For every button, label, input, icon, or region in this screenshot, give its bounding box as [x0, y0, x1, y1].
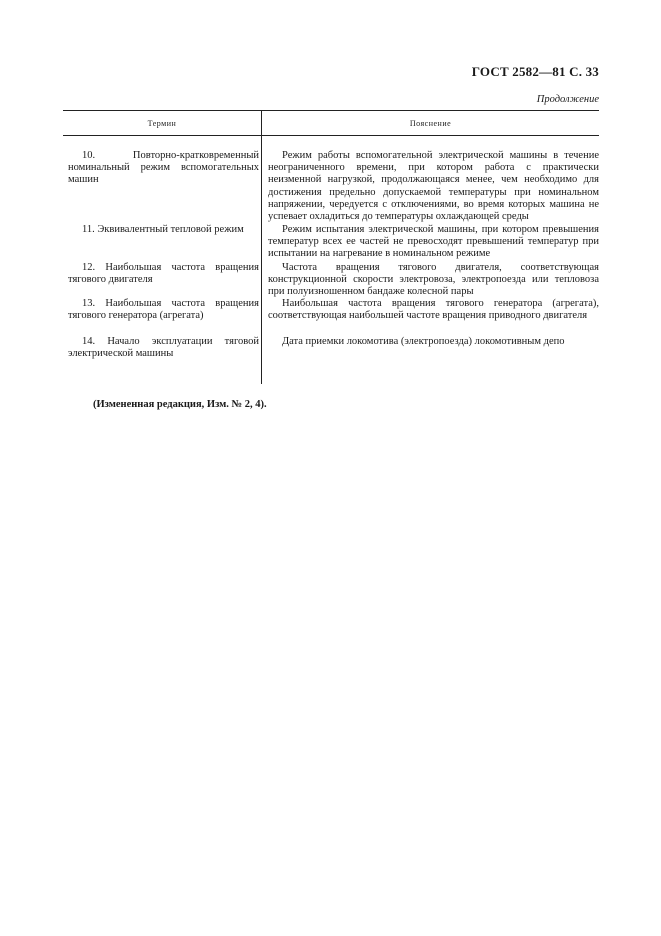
column-header-term: Термин — [147, 119, 177, 128]
term-cell: 13. Наибольшая частота вращения тягового генератора (агрегата) — [68, 298, 259, 322]
term-cell: 11. Эквивалентный тепловой режим — [82, 224, 244, 235]
table-top-rule — [63, 110, 599, 111]
term-cell: 12. Наибольшая частота вращения тягового двигателя — [68, 262, 259, 286]
table-header-rule — [63, 135, 599, 136]
explanation-cell: Дата приемки локомотива (электропоезда) локомотивным депо — [282, 336, 565, 347]
explanation-cell: Наибольшая частота вращения тягового генератора (агрегата), соответствующая наибольшей частоте вращения приводного двигателя — [268, 298, 599, 322]
amendment-note: (Измененная редакция, Изм. № 2, 4). — [93, 399, 267, 410]
explanation-cell: Частота вращения тягового двигателя, соответствующая конструкционной скорости электровоза, электропоезда или тепловоза при полуизношенном бандаже колесной пары — [268, 262, 599, 298]
column-header-explanation: Пояснение — [409, 119, 452, 128]
standard-reference: ГОСТ 2582—81 С. 33 — [471, 64, 599, 79]
term-cell: 10. Повторно-кратковременный номинальный режим вспомогательных машин — [68, 150, 259, 186]
column-divider — [261, 110, 262, 384]
explanation-cell: Режим работы вспомогательной электрической машины в течение неограниченного времени, при котором работа с практически неизменной нагрузкой, продолжающаяся менее, чем необходимо для достижения предельно допускаемой температуры при номинальном напряжении, чередуется с отключениями, во время которых машина не успевает охладиться до температуры охлаждающей среды — [268, 150, 599, 223]
continuation-label: Продолжение — [536, 94, 599, 105]
term-cell: 14. Начало эксплуатации тяговой электрической машины — [68, 336, 259, 360]
explanation-cell: Режим испытания электрической машины, при котором превышения температур всех ее частей не превосходят превышений температур при испытании на нагревание в номинальном режиме — [268, 224, 599, 260]
